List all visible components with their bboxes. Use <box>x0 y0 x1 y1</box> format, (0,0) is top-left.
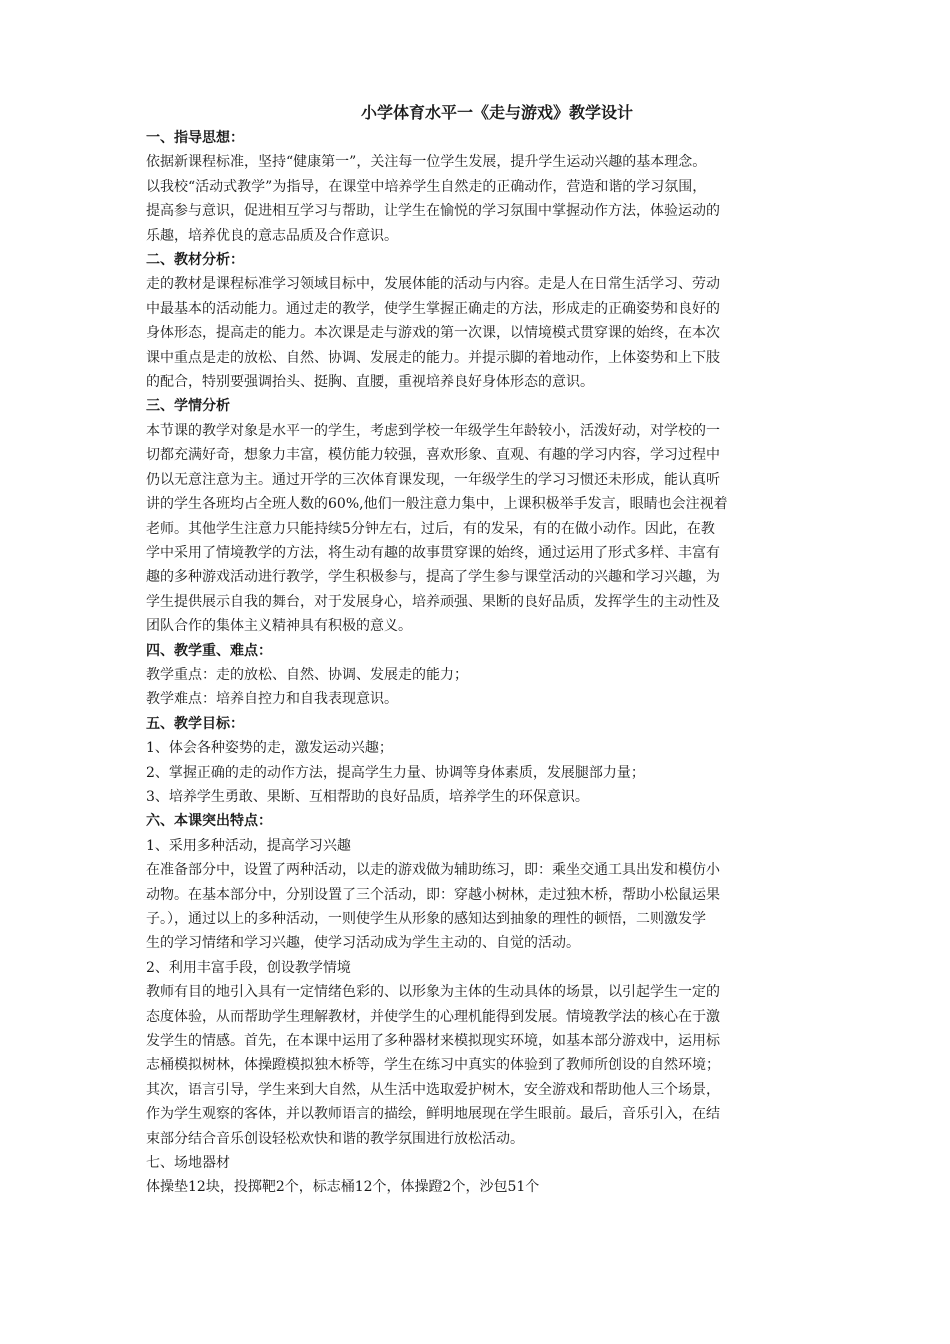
paragraph-line: 子。），通过以上的多种活动，一则使学生从形象的感知达到抽象的理性的顿悟，二则激发学 <box>146 911 706 927</box>
paragraph-line: 课中重点是走的放松、自然、协调、发展走的能力。并提示脚的着地动作，上体姿势和上下肢 <box>146 349 720 366</box>
paragraph-line: 乐趣，培养优良的意志品质及合作意识。 <box>146 227 398 244</box>
paragraph-line: 本节课的教学对象是水平一的学生，考虑到学校一年级学生年龄较小，活泼好动，对学校的一 <box>146 422 720 439</box>
document-text <box>146 126 836 1200</box>
paragraph-line: 3、培养学生勇敢、果断、互相帮助的良好品质，培养学生的环保意识。 <box>146 788 589 805</box>
paragraph-line: 在准备部分中，设置了两种活动，以走的游戏做为辅助练习，即：乘坐交通工具出发和模仿小 <box>146 862 720 879</box>
paragraph-line: 教学重点：走的放松、自然、协调、发展走的能力； <box>146 666 468 683</box>
paragraph-line: 提高参与意识，促进相互学习与帮助，让学生在愉悦的学习氛围中掌握动作方法，体验运动的 <box>146 203 720 220</box>
paragraph-line: 发学生的情感。首先，在本课中运用了多种器材来模拟现实环境，如基本部分游戏中，运用标 <box>146 1033 720 1050</box>
paragraph-line: 教学难点：培养自控力和自我表现意识。 <box>146 691 398 708</box>
paragraph-line: 态度体验，从而帮助学生理解教材，并使学生的心理机能得到发展。情境教学法的核心在于激 <box>146 1008 720 1025</box>
paragraph-line: 2、掌握正确的走的动作方法，提高学生力量、协调等身体素质，发展腿部力量； <box>146 764 645 781</box>
paragraph-line: 走的教材是课程标准学习领域目标中，发展体能的活动与内容。走是人在日常生活学习、劳动 <box>146 276 720 293</box>
document-body <box>146 101 836 1200</box>
paragraph-line: 生的学习情绪和学习兴趣，使学习活动成为学生主动的、自觉的活动。 <box>146 935 580 952</box>
paragraph-line: 老师。其他学生注意力只能持续5分钟左右，过后，有的发呆，有的在做小动作。因此，在教 <box>146 520 715 537</box>
section-heading: 五、教学目标： <box>146 715 244 732</box>
paragraph-line: 1、采用多种活动，提高学习兴趣 <box>146 837 351 854</box>
paragraph-line: 依据新课程标准，坚持“健康第一”，关注每一位学生发展，提升学生运动兴趣的基本理念。 <box>146 154 707 171</box>
paragraph-line: 七、场地器材 <box>146 1155 230 1172</box>
paragraph-line: 体操垫12块，投掷靶2个，标志桶12个，体操蹬2个，沙包51个 <box>146 1179 540 1196</box>
paragraph-line: 志桶模拟树林，体操蹬模拟独木桥等，学生在练习中真实的体验到了教师所创设的自然环境； <box>146 1057 720 1074</box>
paragraph-line: 作为学生观察的客体，并以教师语言的描绘，鲜明地展现在学生眼前。最后，音乐引入，在结 <box>146 1106 720 1123</box>
paragraph-line: 动物。在基本部分中，分别设置了三个活动，即：穿越小树林，走过独木桥，帮助小松鼠运果 <box>146 886 720 903</box>
paragraph-line: 仍以无意注意为主。通过开学的三次体育课发现，一年级学生的学习习惯还未形成，能认真听 <box>146 471 720 488</box>
section-heading: 三、学情分析 <box>146 398 230 415</box>
paragraph-line: 2、利用丰富手段，创设教学情境 <box>146 959 351 976</box>
paragraph-line: 身体形态，提高走的能力。本次课是走与游戏的第一次课，以情境模式贯穿课的始终，在本次 <box>146 325 720 342</box>
section-heading: 六、本课突出特点： <box>146 813 272 830</box>
section-heading: 一、指导思想： <box>146 130 244 146</box>
paragraph-line: 1、体会各种姿势的走，激发运动兴趣； <box>146 740 393 757</box>
paragraph-line: 趣的多种游戏活动进行教学，学生积极参与，提高了学生参与课堂活动的兴趣和学习兴趣，为 <box>146 569 720 586</box>
paragraph-line: 的配合，特别要强调抬头、挺胸、直腰，重视培养良好身体形态的意识。 <box>146 374 594 391</box>
paragraph-line: 其次，语言引导，学生来到大自然，从生活中选取爱护树木，安全游戏和帮助他人三个场景， <box>146 1081 720 1098</box>
paragraph-line: 学中采用了情境教学的方法，将生动有趣的故事贯穿课的始终，通过运用了形式多样、丰富有 <box>146 544 720 561</box>
paragraph-line: 讲的学生各班均占全班人数的60%,他们一般注意力集中，上课积极举手发言，眼睛也会注视着 <box>146 496 728 513</box>
paragraph-line: 中最基本的活动能力。通过走的教学，使学生掌握正确走的方法，形成走的正确姿势和良好的 <box>146 300 720 317</box>
section-heading: 二、教材分析： <box>146 252 244 269</box>
section-heading: 四、教学重、难点： <box>146 642 272 659</box>
paragraph-line: 团队合作的集体主义精神具有积极的意义。 <box>146 618 412 635</box>
document-title: 小学体育水平一《走与游戏》教学设计 <box>360 103 633 122</box>
paragraph-line: 以我校“活动式教学”为指导，在课堂中培养学生自然走的正确动作，营造和谐的学习氛围， <box>146 178 707 195</box>
paragraph-line: 学生提供展示自我的舞台，对于发展身心，培养顽强、果断的良好品质，发挥学生的主动性及 <box>146 593 720 610</box>
paragraph-line: 切都充满好奇，想象力丰富，模仿能力较强，喜欢形象、直观、有趣的学习内容，学习过程中 <box>146 447 720 464</box>
paragraph-line: 束部分结合音乐创设轻松欢快和谐的教学氛围进行放松活动。 <box>146 1130 524 1147</box>
paragraph-line: 教师有目的地引入具有一定情绪色彩的、以形象为主体的生动具体的场景，以引起学生一定的 <box>146 984 720 1001</box>
